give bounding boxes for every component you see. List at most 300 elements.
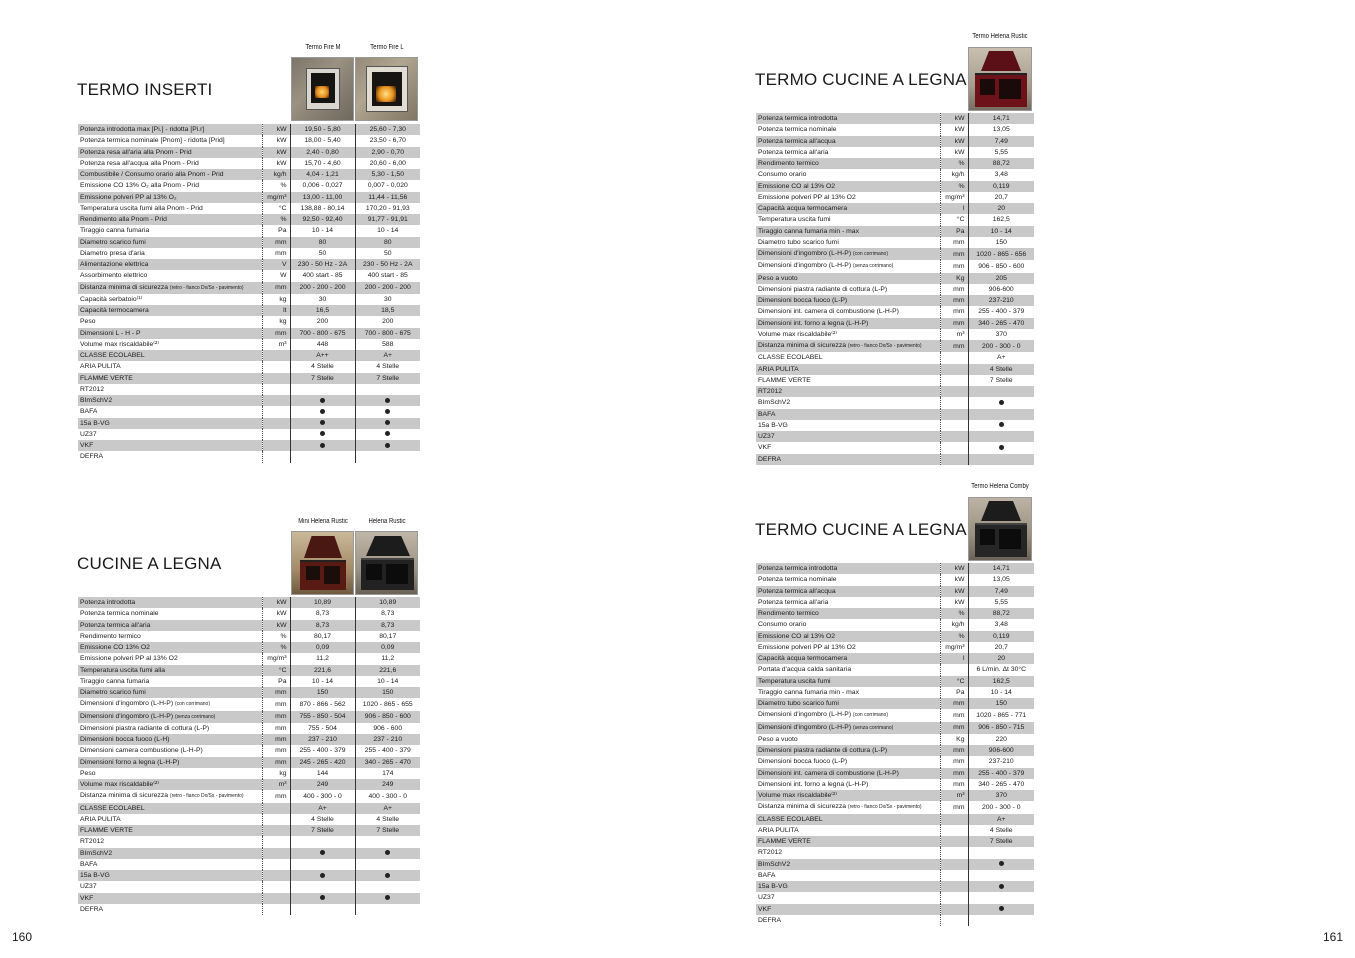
spec-label-cell [78, 768, 262, 779]
spec-value: 13,05 [968, 124, 1034, 135]
spec-value: 8,73 [290, 608, 355, 619]
spec-unit: % [262, 180, 290, 191]
spec-row [78, 642, 420, 653]
spec-value: 2,90 - 0,70 [355, 147, 420, 158]
product-image-termo-helena-comby [968, 497, 1032, 561]
spec-label-cell [756, 664, 940, 675]
spec-value: 0,119 [968, 631, 1034, 642]
spec-row [756, 273, 1034, 284]
spec-value-bullet [355, 429, 420, 440]
spec-value: 588 [355, 339, 420, 350]
spec-label-cell [78, 147, 262, 158]
spec-label-cell [78, 620, 262, 631]
spec-value-bullet [290, 848, 355, 859]
spec-label-cell [756, 273, 940, 284]
spec-label: UZ37 [758, 894, 775, 902]
spec-label: Dimensioni int. forno a legna (L-H-P) [758, 780, 869, 788]
spec-unit: °C [262, 665, 290, 676]
spec-label-cell [756, 454, 940, 465]
spec-value [968, 409, 1034, 420]
spec-unit [940, 859, 968, 870]
spec-label-cell [756, 442, 940, 453]
spec-value [355, 904, 420, 915]
spec-label-cell [78, 803, 262, 814]
spec-label-cell [78, 870, 262, 881]
spec-label-cell [78, 881, 262, 892]
spec-unit [262, 859, 290, 870]
spec-row [78, 723, 420, 734]
spec-label-cell [78, 608, 262, 619]
spec-value: 25,60 - 7,30 [355, 124, 420, 135]
section-title-cucine-a-legna: CUCINE A LEGNA [77, 554, 222, 573]
spec-table-cucine-a-legna [78, 597, 420, 915]
spec-label: Potenza termica nominale [80, 610, 159, 618]
spec-label-cell [756, 608, 940, 619]
spec-label: Potenza resa all'acqua alla Pnom - Prid [80, 159, 199, 167]
spec-value: 30 [290, 294, 355, 305]
bullet-icon [385, 431, 390, 436]
spec-value: 10 - 14 [968, 226, 1034, 237]
spec-row [78, 893, 420, 904]
spec-unit: kW [262, 147, 290, 158]
spec-unit: mm [940, 248, 968, 260]
spec-label-cell [756, 295, 940, 306]
spec-unit: mm [262, 248, 290, 259]
spec-row [756, 586, 1034, 597]
spec-value: 88,72 [968, 608, 1034, 619]
spec-value: 80 [290, 237, 355, 248]
spec-unit: mm [262, 757, 290, 768]
spec-value-bullet [968, 881, 1034, 892]
spec-unit: mm [940, 709, 968, 721]
spec-row [78, 248, 420, 259]
spec-label-cell [756, 226, 940, 237]
spec-value [290, 859, 355, 870]
spec-label-note: (senza corrimano) [852, 724, 894, 731]
spec-value: 10,89 [290, 597, 355, 608]
spec-value: 10 - 14 [968, 687, 1034, 698]
spec-label: Dimensioni int. camera di combustione (L-H-P) [758, 308, 899, 316]
spec-row [756, 192, 1034, 203]
spec-value-bullet [968, 397, 1034, 408]
spec-unit [940, 409, 968, 420]
spec-value: 7,49 [968, 136, 1034, 147]
spec-label: ARIA PULITA [80, 815, 121, 823]
spec-value-bullet [355, 893, 420, 904]
spec-label: Capacità acqua termocamera [758, 205, 848, 212]
spec-value: 170,20 - 91,93 [355, 203, 420, 214]
spec-label-cell [756, 722, 940, 734]
spec-value: 150 [968, 237, 1034, 248]
spec-value [290, 881, 355, 892]
spec-unit: mm [262, 790, 290, 802]
spec-label: Dimensioni d'ingombro (L-H-P) [758, 250, 852, 257]
spec-row [78, 339, 420, 350]
spec-unit: Kg [940, 273, 968, 284]
spec-value: 150 [968, 698, 1034, 709]
spec-label: Rendimento termico [758, 160, 819, 167]
spec-unit: kW [940, 574, 968, 585]
spec-row [756, 779, 1034, 790]
spec-value: 237 - 210 [290, 734, 355, 745]
page-number-right: 161 [1323, 930, 1344, 944]
spec-value: 50 [290, 248, 355, 259]
spec-label: BImSchV2 [80, 397, 113, 404]
spec-label-cell [78, 270, 262, 281]
spec-label: Distanza minima di sicurezza [758, 803, 847, 811]
spec-value: 88,72 [968, 158, 1034, 169]
spec-value-bullet [290, 406, 355, 417]
product-name: Termo Helena Rustic [972, 33, 1028, 40]
spec-table-body [756, 563, 1034, 926]
spec-label-note: (con corrimano) [852, 251, 888, 257]
spec-unit: mg/m³ [940, 192, 968, 203]
spec-row [78, 373, 420, 384]
spec-label-cell [756, 836, 940, 847]
spec-label-cell [756, 318, 940, 329]
spec-unit: mm [262, 745, 290, 756]
spec-label-note: (retro - fianco Dx/Sx - pavimento) [169, 284, 244, 291]
spec-row [78, 214, 420, 225]
spec-row [78, 305, 420, 316]
product-image-termo-fire-m [291, 57, 354, 121]
spec-value: 237-210 [968, 295, 1034, 306]
spec-value: 10 - 14 [290, 676, 355, 687]
spec-label-cell [78, 825, 262, 836]
spec-unit: % [262, 631, 290, 642]
bullet-icon [385, 895, 390, 900]
spec-label: BImSchV2 [758, 860, 791, 868]
spec-value: 5,55 [968, 597, 1034, 608]
spec-unit [262, 350, 290, 361]
spec-label-cell [78, 893, 262, 904]
spec-value: 19,50 - 5,80 [290, 124, 355, 135]
spec-value-bullet [968, 904, 1034, 915]
spec-label: Emissione polveri PP al 13% O2 [758, 643, 856, 651]
spec-label-cell [756, 181, 940, 192]
spec-row [78, 608, 420, 619]
spec-label-note: (senza corrimano) [174, 713, 216, 720]
spec-value: 144 [290, 768, 355, 779]
spec-unit: mm [262, 237, 290, 248]
spec-unit: W [262, 270, 290, 281]
spec-row [78, 904, 420, 915]
spec-value: 340 - 265 - 470 [355, 757, 420, 768]
spec-label-cell [756, 147, 940, 158]
spec-label: Potenza termica all'aria [758, 598, 829, 606]
spec-label-cell [78, 225, 262, 236]
spec-label-cell [78, 135, 262, 146]
spec-value: 92,50 - 92,40 [290, 214, 355, 225]
spec-label: VKF [80, 894, 94, 902]
spec-row [756, 113, 1034, 124]
spec-value: 755 - 504 [290, 723, 355, 734]
spec-label: Consumo orario [758, 621, 807, 629]
spec-value: 10 - 14 [290, 225, 355, 236]
spec-label: Potenza introdotta max [Pi.] - ridotta [Pi.r] [80, 126, 205, 133]
spec-value: 20 [968, 653, 1034, 664]
spec-unit [262, 429, 290, 440]
spec-value: 230 - 50 Hz - 2A [355, 259, 420, 270]
spec-row [78, 698, 420, 710]
spec-label-note: (con corrimano) [852, 712, 888, 719]
spec-label: Diametro tubo scarico fumi [758, 238, 839, 246]
spec-row [756, 386, 1034, 397]
spec-label-cell [78, 248, 262, 259]
spec-row [78, 825, 420, 836]
spec-label-cell [78, 451, 262, 462]
spec-row [756, 442, 1034, 453]
spec-row [78, 147, 420, 158]
spec-row [756, 870, 1034, 881]
spec-row [756, 608, 1034, 619]
spec-label: Diametro scarico fumi [80, 238, 146, 246]
spec-unit: kg [262, 294, 290, 305]
spec-row [756, 631, 1034, 642]
spec-row [78, 350, 420, 361]
bullet-icon [385, 398, 390, 403]
spec-label: Dimensioni bocca fuoco (L-H) [80, 736, 170, 743]
spec-label: RT2012 [80, 385, 105, 393]
spec-unit: % [940, 608, 968, 619]
spec-row [78, 653, 420, 664]
spec-row [756, 147, 1034, 158]
spec-unit: kW [940, 113, 968, 124]
spec-label-cell [756, 386, 940, 397]
spec-value: 162,5 [968, 214, 1034, 225]
spec-row [78, 237, 420, 248]
spec-label-cell [78, 316, 262, 327]
spec-label: DEFRA [758, 916, 782, 924]
spec-value: 0,007 - 0,020 [355, 180, 420, 191]
spec-value [968, 386, 1034, 397]
spec-unit [940, 352, 968, 363]
product-name: Termo Fire L [370, 44, 404, 51]
spec-unit [262, 814, 290, 825]
spec-label-note: (con corrimano) [174, 701, 210, 708]
spec-value: 870 - 866 - 562 [290, 698, 355, 710]
spec-label-cell [78, 124, 262, 135]
spec-unit: mm [262, 282, 290, 294]
spec-label: Capacità acqua termocamera [758, 655, 848, 662]
spec-unit [262, 395, 290, 406]
spec-unit: kg [262, 316, 290, 327]
spec-value [355, 451, 420, 462]
spec-label-cell [756, 881, 940, 892]
bullet-icon [385, 420, 390, 425]
spec-label: BAFA [80, 408, 98, 416]
spec-label-cell [756, 756, 940, 767]
spec-label: Potenza termica all'aria [758, 148, 829, 156]
spec-value [290, 836, 355, 847]
spec-label-cell [756, 814, 940, 825]
spec-unit: kW [940, 597, 968, 608]
spec-unit [262, 836, 290, 847]
spec-unit [262, 904, 290, 915]
spec-label-cell [78, 259, 262, 270]
spec-row [78, 180, 420, 191]
spec-label: Potenza termica introdotta [758, 565, 838, 572]
spec-label-cell [756, 642, 940, 653]
spec-label-cell [78, 328, 262, 339]
spec-label-cell [756, 113, 940, 124]
spec-label: Dimensioni L - H - P [80, 329, 141, 337]
spec-value: 221,6 [290, 665, 355, 676]
spec-unit [940, 825, 968, 836]
spec-value-bullet [355, 406, 420, 417]
spec-value-bullet [290, 440, 355, 451]
spec-value: 150 [355, 687, 420, 698]
spec-label-cell [78, 904, 262, 915]
spec-unit [940, 664, 968, 675]
spec-value: 1020 - 865 - 656 [968, 248, 1034, 260]
spec-label-cell [756, 364, 940, 375]
spec-row [756, 214, 1034, 225]
spec-unit: mm [940, 768, 968, 779]
spec-value: 255 - 400 - 379 [968, 306, 1034, 317]
spec-label-cell [78, 169, 262, 180]
spec-label: Potenza resa all'aria alla Pnom - Prid [80, 148, 192, 156]
spec-row [78, 676, 420, 687]
spec-row [756, 375, 1034, 386]
spec-value: 7 Stelle [290, 373, 355, 384]
spec-row [78, 361, 420, 372]
spec-label: CLASSE ECOLABEL [758, 354, 823, 362]
spec-label-cell [78, 350, 262, 361]
spec-value: 0,09 [355, 642, 420, 653]
bullet-icon [320, 873, 325, 878]
spec-unit: mm [262, 711, 290, 723]
spec-value: 200 - 200 - 200 [355, 282, 420, 294]
spec-unit: mm [940, 295, 968, 306]
spec-value-bullet [355, 848, 420, 859]
spec-row [78, 757, 420, 768]
spec-value [968, 870, 1034, 881]
spec-row [78, 734, 420, 745]
spec-label: Emissione CO al 13% O2 [758, 632, 836, 640]
spec-value: 340 - 265 - 470 [968, 318, 1034, 329]
spec-label: Portata d'acqua calda sanitaria [758, 666, 852, 674]
bullet-icon [999, 906, 1004, 911]
spec-unit: mm [940, 756, 968, 767]
spec-label: DEFRA [80, 905, 104, 913]
spec-row [756, 709, 1034, 721]
spec-unit: mm [262, 328, 290, 339]
spec-row [756, 158, 1034, 169]
spec-table-termo-helena-comby [756, 563, 1034, 926]
spec-unit [262, 373, 290, 384]
spec-unit: kW [262, 620, 290, 631]
spec-label-cell [756, 237, 940, 248]
spec-value-bullet [968, 442, 1034, 453]
spec-label-note: (retro - fianco Dx/Sx - pavimento) [169, 793, 244, 800]
bullet-icon [385, 850, 390, 855]
spec-label: Dimensioni piastra radiante di cottura (L-P) [80, 724, 210, 732]
spec-unit [262, 825, 290, 836]
spec-row [756, 329, 1034, 340]
spec-row [78, 418, 420, 429]
spec-value: 20,7 [968, 192, 1034, 203]
spec-table-termo-inserti [78, 124, 420, 463]
spec-label: FLAMME VERTE [80, 827, 133, 834]
spec-row [78, 225, 420, 236]
spec-unit: mm [940, 779, 968, 790]
spec-label: Rendimento termico [80, 632, 141, 640]
spec-label: Potenza termica nominale [758, 126, 837, 134]
spec-row [756, 814, 1034, 825]
spec-row [756, 340, 1034, 352]
spec-unit [262, 406, 290, 417]
spec-row [78, 665, 420, 676]
product-image-termo-helena-rustic [968, 47, 1032, 111]
spec-row [78, 745, 420, 756]
spec-row [756, 597, 1034, 608]
spec-value-bullet [355, 418, 420, 429]
spec-label: Potenza termica introdotta [758, 115, 838, 122]
spec-label: BAFA [758, 410, 776, 418]
spec-label-cell [78, 214, 262, 225]
spec-row [756, 237, 1034, 248]
spec-label-cell [78, 676, 262, 687]
spec-value [355, 836, 420, 847]
spec-unit: °C [262, 203, 290, 214]
spec-row [756, 904, 1034, 915]
spec-value: 237 - 210 [355, 734, 420, 745]
bullet-icon [320, 409, 325, 414]
spec-label: Potenza termica nominale [Pnom] - ridotta [Prid] [80, 137, 225, 145]
spec-label: DEFRA [758, 455, 782, 463]
spec-table-termo-helena-rustic [756, 113, 1034, 465]
spec-unit [940, 454, 968, 465]
spec-unit [940, 442, 968, 453]
spec-label: Volume max riscaldabile⁽²⁾ [80, 781, 159, 788]
spec-label: UZ37 [80, 883, 97, 891]
spec-value: 7 Stelle [355, 373, 420, 384]
spec-label-cell [78, 418, 262, 429]
spec-row [756, 397, 1034, 408]
spec-unit: Pa [262, 225, 290, 236]
spec-unit: Pa [940, 226, 968, 237]
spec-row [756, 181, 1034, 192]
spec-row [756, 698, 1034, 709]
spec-value: A++ [290, 350, 355, 361]
spec-label-cell [78, 373, 262, 384]
spec-value: 0,09 [290, 642, 355, 653]
spec-label-cell [756, 825, 940, 836]
spec-row [78, 158, 420, 169]
spec-row [756, 284, 1034, 295]
spec-label: VKF [758, 905, 772, 913]
spec-label: Consumo orario [758, 171, 807, 179]
spec-row [756, 881, 1034, 892]
spec-unit: % [940, 181, 968, 192]
spec-label: Emissione polveri PP al 13% O₂ [80, 193, 177, 201]
spec-unit [262, 803, 290, 814]
spec-row [78, 848, 420, 859]
spec-label-cell [78, 723, 262, 734]
spec-label: Assorbimento elettrico [80, 272, 148, 280]
spec-value: 7 Stelle [290, 825, 355, 836]
spec-value [290, 384, 355, 395]
spec-label-cell [756, 586, 940, 597]
spec-row [756, 295, 1034, 306]
spec-label: Rendimento termico [758, 610, 819, 617]
spec-row [756, 847, 1034, 858]
spec-row [756, 420, 1034, 431]
spec-value [355, 384, 420, 395]
spec-label: Potenza introdotta [80, 599, 136, 606]
spec-value: 14,71 [968, 563, 1034, 574]
